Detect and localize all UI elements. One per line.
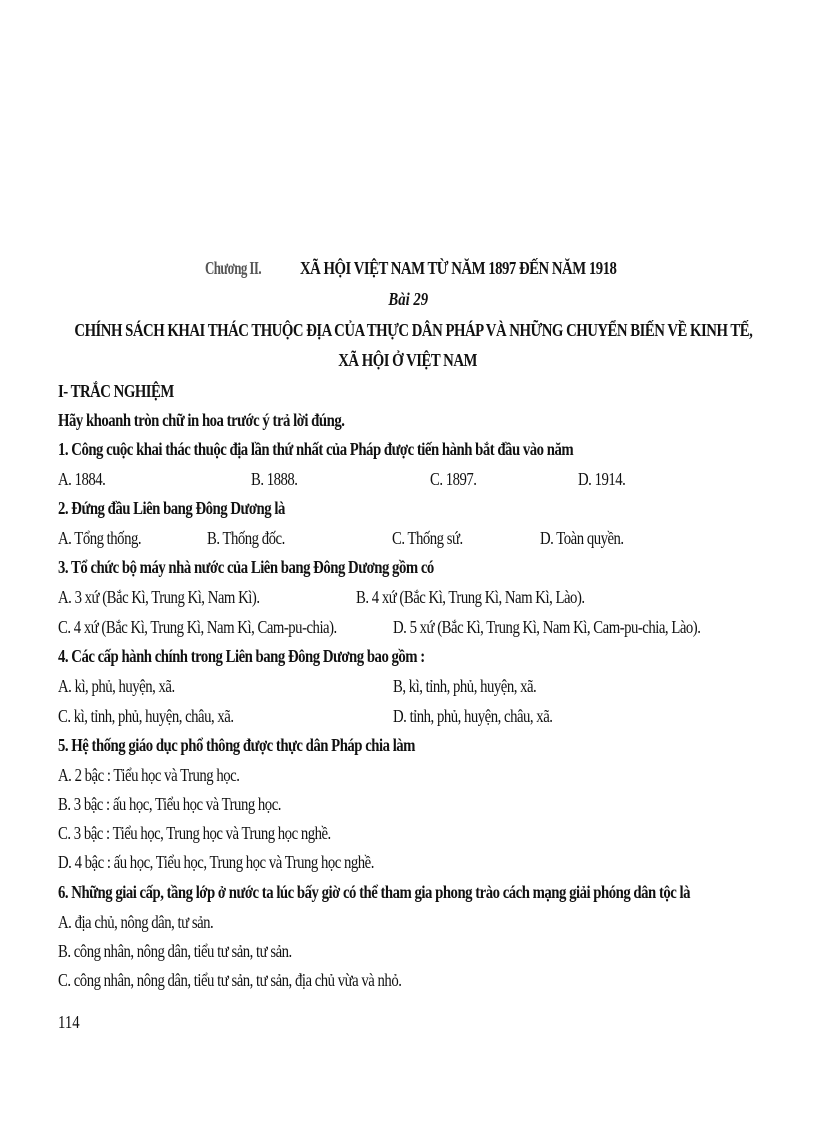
- question-6: 6. Những giai cấp, tầng lớp ở nước ta lúc bấy giờ có thể tham gia phong trào cách mạng giải phóng dân tộc là: [58, 882, 691, 902]
- q1-option-b[interactable]: B. 1888.: [251, 469, 298, 489]
- q1-option-a[interactable]: A. 1884.: [58, 469, 106, 489]
- chapter-label: Chương II.: [205, 258, 262, 278]
- q2-option-a[interactable]: A. Tổng thống.: [58, 528, 142, 548]
- q4-option-c[interactable]: C. kì, tỉnh, phủ, huyện, châu, xã.: [58, 706, 234, 726]
- q5-option-a[interactable]: A. 2 bậc : Tiểu học và Trung học.: [58, 765, 240, 785]
- q6-option-b[interactable]: B. công nhân, nông dân, tiểu tư sản, tư sản.: [58, 941, 292, 961]
- lesson-label: Bài 29: [388, 289, 428, 309]
- lesson-number: [0, 289, 816, 310]
- question-4: 4. Các cấp hành chính trong Liên bang Đông Dương bao gồm :: [58, 646, 425, 666]
- q2-option-c[interactable]: C. Thống sứ.: [392, 528, 463, 548]
- question-5: 5. Hệ thống giáo dục phổ thông được thực dân Pháp chia làm: [58, 735, 415, 755]
- q6-option-c[interactable]: C. công nhân, nông dân, tiểu tư sản, tư sản, địa chủ vừa và nhỏ.: [58, 970, 402, 990]
- q5-option-d[interactable]: D. 4 bậc : ấu học, Tiểu học, Trung học và Trung học nghề.: [58, 852, 374, 872]
- q5-option-b[interactable]: B. 3 bậc : ấu học, Tiểu học và Trung học.: [58, 794, 281, 814]
- lesson-heading-line-1: [0, 320, 816, 341]
- q3-option-a[interactable]: A. 3 xứ (Bắc Kì, Trung Kì, Nam Kì).: [58, 587, 260, 607]
- heading-text-1: CHÍNH SÁCH KHAI THÁC THUỘC ĐỊA CỦA THỰC DÂN PHÁP VÀ NHỮNG CHUYỂN BIẾN VỀ KINH TẾ,: [74, 320, 753, 340]
- question-3: 3. Tổ chức bộ máy nhà nước của Liên bang Đông Dương gồm có: [58, 557, 434, 577]
- section-title: I- TRẮC NGHIỆM: [58, 381, 174, 401]
- q4-option-a[interactable]: A. kì, phủ, huyện, xã.: [58, 676, 175, 696]
- q4-option-b[interactable]: B, kì, tỉnh, phủ, huyện, xã.: [393, 676, 537, 696]
- lesson-heading-line-2: [0, 350, 816, 371]
- q4-option-d[interactable]: D. tỉnh, phủ, huyện, châu, xã.: [393, 706, 553, 726]
- q1-option-d[interactable]: D. 1914.: [578, 469, 626, 489]
- q2-option-d[interactable]: D. Toàn quyền.: [540, 528, 624, 548]
- q3-option-d[interactable]: D. 5 xứ (Bắc Kì, Trung Kì, Nam Kì, Cam-pu-chia, Lào).: [393, 617, 701, 637]
- question-2: 2. Đứng đầu Liên bang Đông Dương là: [58, 498, 285, 518]
- q6-option-a[interactable]: A. địa chủ, nông dân, tư sản.: [58, 912, 214, 932]
- page-number: 114: [58, 1012, 80, 1032]
- q2-option-b[interactable]: B. Thống đốc.: [207, 528, 285, 548]
- q3-option-b[interactable]: B. 4 xứ (Bắc Kì, Trung Kì, Nam Kì, Lào).: [356, 587, 585, 607]
- q5-option-c[interactable]: C. 3 bậc : Tiểu học, Trung học và Trung học nghề.: [58, 823, 331, 843]
- q1-option-c[interactable]: C. 1897.: [430, 469, 477, 489]
- heading-text-2: XÃ HỘI Ở VIỆT NAM: [338, 350, 478, 370]
- chapter-title: XÃ HỘI VIỆT NAM TỪ NĂM 1897 ĐẾN NĂM 1918: [300, 258, 617, 278]
- question-1: 1. Công cuộc khai thác thuộc địa lần thứ nhất của Pháp được tiến hành bắt đầu vào năm: [58, 439, 574, 459]
- q3-option-c[interactable]: C. 4 xứ (Bắc Kì, Trung Kì, Nam Kì, Cam-pu-chia).: [58, 617, 337, 637]
- instruction: Hãy khoanh tròn chữ in hoa trước ý trả lời đúng.: [58, 410, 345, 430]
